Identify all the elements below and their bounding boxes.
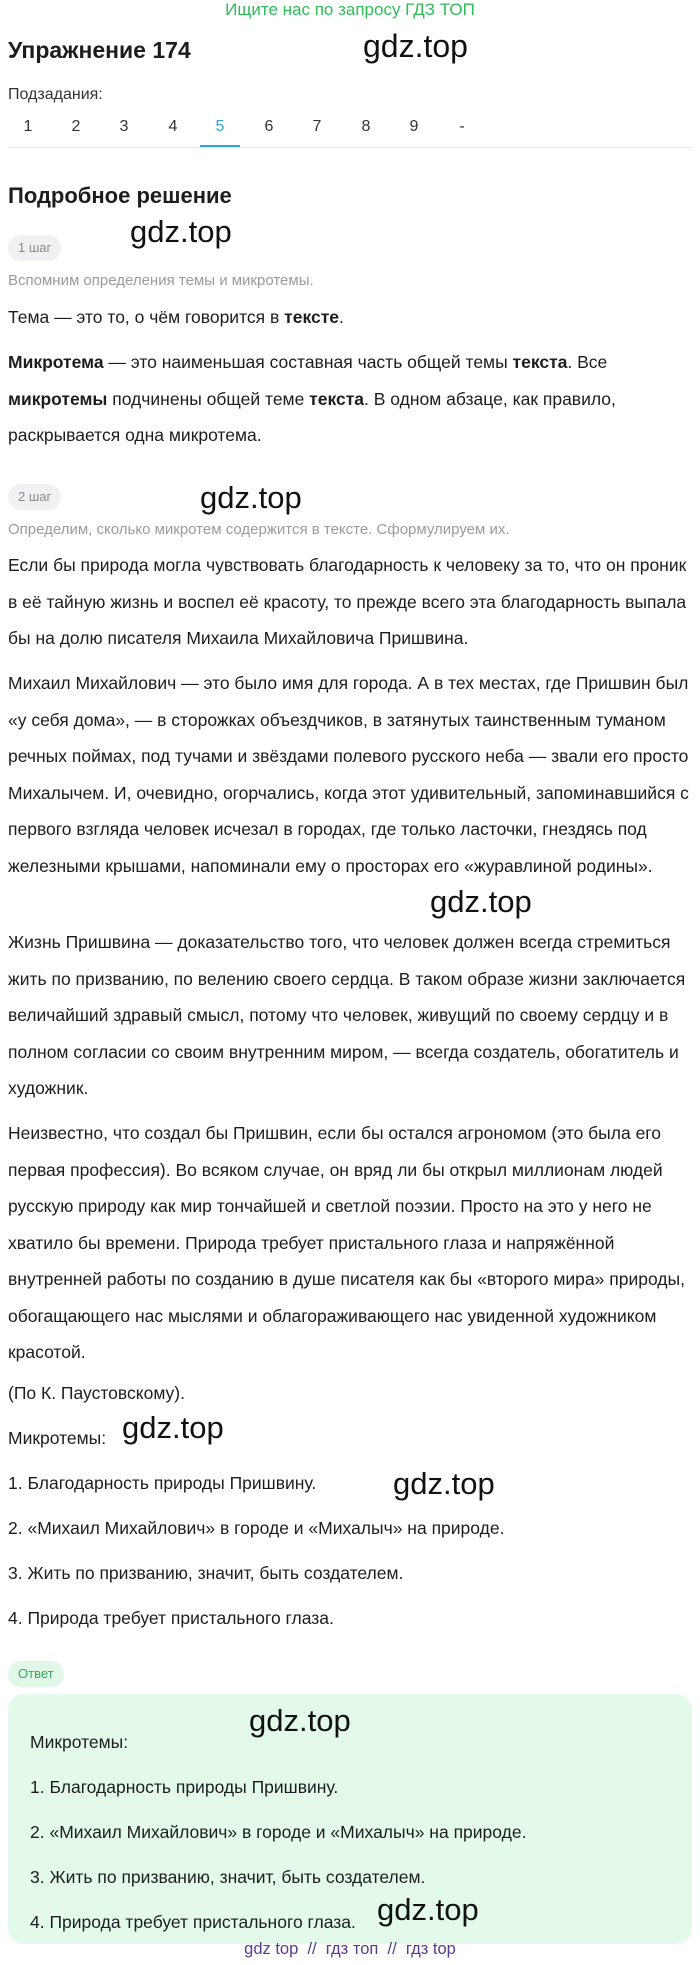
tab-4[interactable]: 4 <box>168 118 178 135</box>
subtasks-label: Подзадания: <box>8 86 103 103</box>
text-paragraph-2: Михаил Михайлович — это было имя для города. А в тех местах, где Пришвин был «у себя дома», — в сторожках объездчиков, в затянутых таинственным туманом речных поймах, под тучами и звёздами полевого русского неба — звали его просто Михалычем. И, очевидно, огорчались, когда этот удивительный, запоминавшийся с первого взгляда человек исчезал в городах, где только ласточки, гнездясь под железными крышами, напоминали ему о просторах его «журавлиной родины». <box>8 673 689 876</box>
answer-box <box>8 1694 692 1944</box>
step-1-hint: Вспомним определения темы и микротемы. <box>8 272 314 289</box>
tab-7[interactable]: 7 <box>312 118 322 135</box>
watermark: gdz.top <box>130 214 232 249</box>
tab-2[interactable]: 2 <box>71 118 81 135</box>
microtheme-item: 4. Природа требует пристального глаза. <box>8 1608 334 1628</box>
watermark: gdz.top <box>200 480 302 515</box>
tab-dash[interactable]: - <box>459 118 465 135</box>
step-2-hint: Определим, сколько микротем содержится в тексте. Сформулируем их. <box>8 521 510 538</box>
answer-item: 2. «Михаил Михайлович» в городе и «Михалыч» на природе. <box>30 1822 527 1842</box>
tab-3[interactable]: 3 <box>119 118 129 135</box>
tab-5[interactable]: 5 <box>200 108 240 148</box>
promo-banner[interactable]: Ищите нас по запросу ГДЗ ТОП <box>225 0 475 19</box>
watermark: gdz.top <box>430 884 532 919</box>
text-source: (По К. Паустовскому). <box>8 1383 185 1403</box>
definition-theme: Тема — это то, о чём говорится в тексте. <box>8 307 344 327</box>
tab-8[interactable]: 8 <box>361 118 371 135</box>
watermark: gdz.top <box>393 1466 495 1501</box>
step-2-chip: 2 шаг <box>8 484 61 510</box>
watermark: gdz.top <box>249 1703 351 1738</box>
watermark: gdz.top <box>363 28 468 64</box>
footer-links <box>0 1940 700 1959</box>
solution-heading: Подробное решение <box>8 183 232 208</box>
answer-label: Микротемы: <box>30 1732 129 1752</box>
footer-link-gdz-top[interactable]: gdz top <box>244 1940 299 1958</box>
tabs-divider <box>8 147 692 148</box>
microtheme-item: 3. Жить по призванию, значит, быть создателем. <box>8 1563 404 1583</box>
watermark: gdz.top <box>377 1892 479 1927</box>
subtask-tabs <box>8 108 478 148</box>
step-1-chip: 1 шаг <box>8 235 61 261</box>
microthemes-label: Микротемы: <box>8 1428 107 1448</box>
footer-separator: // <box>387 1940 397 1958</box>
text-paragraph-4: Неизвестно, что создал бы Пришвин, если бы остался агрономом (это была его первая профессия). Во всяком случае, он вряд ли бы открыл миллионам людей русскую природу как мир тончайшей и светлой поэзии. Просто на это у него не хватило бы времени. Природа требует пристального глаза и напряжённой внутренней работы по созданию в душе писателя как бы «второго мира» природы, обогащающего нас мыслями и облагораживающего нас увиденной художником красотой. <box>8 1123 685 1362</box>
tab-9[interactable]: 9 <box>409 118 419 135</box>
answer-item: 1. Благодарность природы Пришвину. <box>30 1777 339 1797</box>
page-title: Упражнение 174 <box>8 37 191 63</box>
watermark: gdz.top <box>122 1410 224 1445</box>
microtheme-item: 2. «Михаил Михайлович» в городе и «Михалыч» на природе. <box>8 1518 505 1538</box>
definition-microtheme: Микротема — это наименьшая составная часть общей темы текста. Все микротемы подчинены общей теме текста. В одном абзаце, как правило, раскрывается одна микротема. <box>8 352 616 445</box>
text-paragraph-1: Если бы природа могла чувствовать благодарность к человеку за то, что он проник в её тайную жизнь и воспел её красоту, то прежде всего эта благодарность выпала бы на долю писателя Михаила Михайловича Пришвина. <box>8 555 687 648</box>
footer-separator: // <box>307 1940 317 1958</box>
text-paragraph-3: Жизнь Пришвина — доказательство того, что человек должен всегда стремиться жить по призванию, по велению своего сердца. В таком образе жизни заключается величайший здравый смысл, потому что человек, живущий по своему сердцу и в полном согласии со своим внутренним миром, — всегда создатель, обогатитель и художник. <box>8 932 686 1098</box>
answer-chip: Ответ <box>8 1661 64 1687</box>
tab-1[interactable]: 1 <box>23 118 33 135</box>
footer-link-gdz-top-mixed[interactable]: гдз top <box>405 1940 456 1958</box>
tab-6[interactable]: 6 <box>264 118 274 135</box>
footer-link-gdz-top-ru[interactable]: гдз топ <box>325 1940 379 1958</box>
microtheme-item: 1. Благодарность природы Пришвину. <box>8 1473 317 1493</box>
answer-item: 4. Природа требует пристального глаза. <box>30 1912 356 1932</box>
answer-item: 3. Жить по призванию, значит, быть создателем. <box>30 1867 426 1887</box>
